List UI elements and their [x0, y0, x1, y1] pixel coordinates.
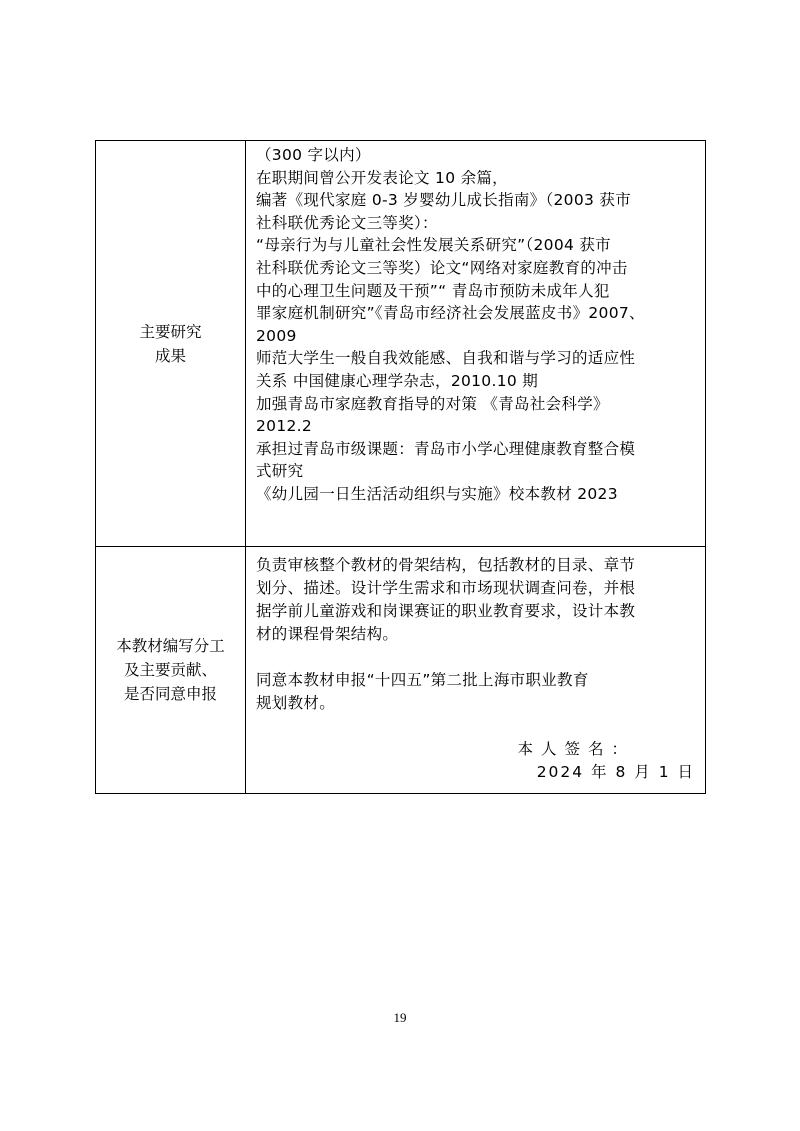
signature-date: 2024 年 8 月 1 日: [536, 763, 695, 781]
research-results-row: [96, 141, 706, 547]
contribution-label: [96, 547, 246, 794]
contribution-line: 划分、描述。设计学生需求和市场现状调查问卷，并根: [256, 579, 636, 597]
blank-line: [256, 646, 699, 669]
research-line: 《幼儿园一日生活活动组织与实施》校本教材 2023: [256, 484, 618, 503]
research-results-content: [246, 141, 706, 547]
contribution-line: 据学前儿童游戏和岗课赛证的职业教育要求，设计本教: [256, 602, 636, 620]
page-number: 19: [393, 1010, 407, 1025]
label-line: 是否同意申报: [123, 685, 217, 703]
contribution-line: 负责审核整个教材的骨架结构，包括教材的目录、章节: [256, 556, 636, 574]
research-line: 关系 中国健康心理学杂志，2010.10 期: [256, 371, 539, 390]
research-line: 2012.2: [256, 417, 313, 436]
research-line: （300 字以内）: [256, 146, 371, 164]
research-line: 2009: [256, 326, 297, 345]
research-line: “母亲行为与儿童社会性发展关系研究”（2004 获市: [256, 236, 611, 255]
blank-line: [256, 715, 699, 738]
label-line: 主要研究: [139, 322, 202, 341]
research-line: 社科联优秀论文三等奖）：: [256, 213, 438, 232]
research-line: 式研究: [256, 462, 304, 481]
research-line: 罪家庭机制研究”《青岛市经济社会发展蓝皮书》2007、: [256, 304, 645, 323]
contribution-row: [96, 547, 706, 794]
label-line: 成果: [154, 346, 186, 365]
contribution-content: [246, 547, 706, 794]
research-line: 社科联优秀论文三等奖）论文“网络对家庭教育的冲击: [256, 258, 628, 277]
research-results-label: [96, 141, 246, 547]
research-line: 编著《现代家庭 0-3 岁婴幼儿成长指南》（2003 获市: [256, 191, 631, 210]
research-line: 加强青岛市家庭教育指导的对策 《青岛社会科学》: [256, 394, 609, 413]
agree-line: 规划教材。: [256, 694, 336, 712]
label-line: 本教材编写分工: [116, 637, 225, 655]
signature-label: 本人签名：: [517, 740, 635, 758]
research-line: 承担过青岛市级课题：青岛市小学心理健康教育整合模: [256, 439, 636, 458]
signature-row: [256, 738, 699, 761]
research-line: 中的心理卫生问题及干预”“ 青岛市预防未成年人犯: [256, 281, 610, 300]
research-line: 师范大学生一般自我效能感、自我和谐与学习的适应性: [256, 349, 636, 368]
agree-line: 同意本教材申报“十四五”第二批上海市职业教育: [256, 671, 589, 689]
contribution-line: 材的课程骨架结构。: [256, 625, 399, 643]
application-form-table: [95, 140, 706, 794]
label-line: 及主要贡献、: [123, 661, 217, 679]
research-line: 在职期间曾公开发表论文 10 余篇，: [256, 168, 508, 187]
